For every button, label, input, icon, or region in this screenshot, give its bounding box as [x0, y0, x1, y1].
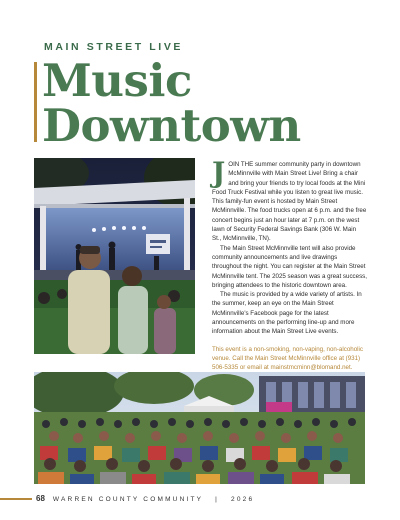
- event-notice: This event is a non-smoking, non-vaping, non-alcoholic venue. Call the Main Street McMinnville office at (931) 506-5335 or email at mainstmcminn@blomand.net.: [212, 345, 363, 372]
- section-kicker: MAIN STREET LIVE: [44, 41, 184, 53]
- page-number: 68: [36, 494, 45, 503]
- concert-stage-photo: [34, 158, 195, 354]
- page-title-line1: Music: [42, 54, 192, 107]
- crowd-lawn-photo: [34, 372, 365, 484]
- accent-bar: [34, 62, 37, 142]
- drop-cap: J: [212, 156, 226, 189]
- publication-year: 2026: [231, 496, 255, 503]
- article-body: [212, 156, 367, 373]
- article-paragraph-1: JOIN THE summer community party in downtown McMinnville with Main Street Live! Bring a chair and bring your friends to try local foods at the Mini Food Truck Festival while you listen to great live music. This family-fun event is hosted by Main Street McMinnville. The food trucks open at 6 p.m. and the free concert begins just an hour later at 7 p.m. on the west lawn of Security Federal Savings Bank (306 W. Main St., McMinnville, TN).: [212, 156, 367, 243]
- publication-name: WARREN COUNTY COMMUNITY: [52, 496, 204, 503]
- page-footer: 68 WARREN COUNTY COMMUNITY | 2026: [36, 494, 255, 503]
- page-title-line2: Downtown: [42, 99, 301, 152]
- article-paragraph-2: The Main Street McMinnville tent will also provide community announcements and live drawings throughout the night. You can register at the Main Street McMinnville tent. The 2025 season was a great success, bringing attendees to the historic downtown area.: [212, 244, 367, 289]
- article-paragraph-3: The music is provided by a wide variety of artists. In the summer, keep an eye on the Main Street McMinnville's Facebook page for the latest announcements on the performing line-up and more information about the Main Street Live events.: [212, 291, 362, 336]
- footer-rule: [0, 498, 32, 500]
